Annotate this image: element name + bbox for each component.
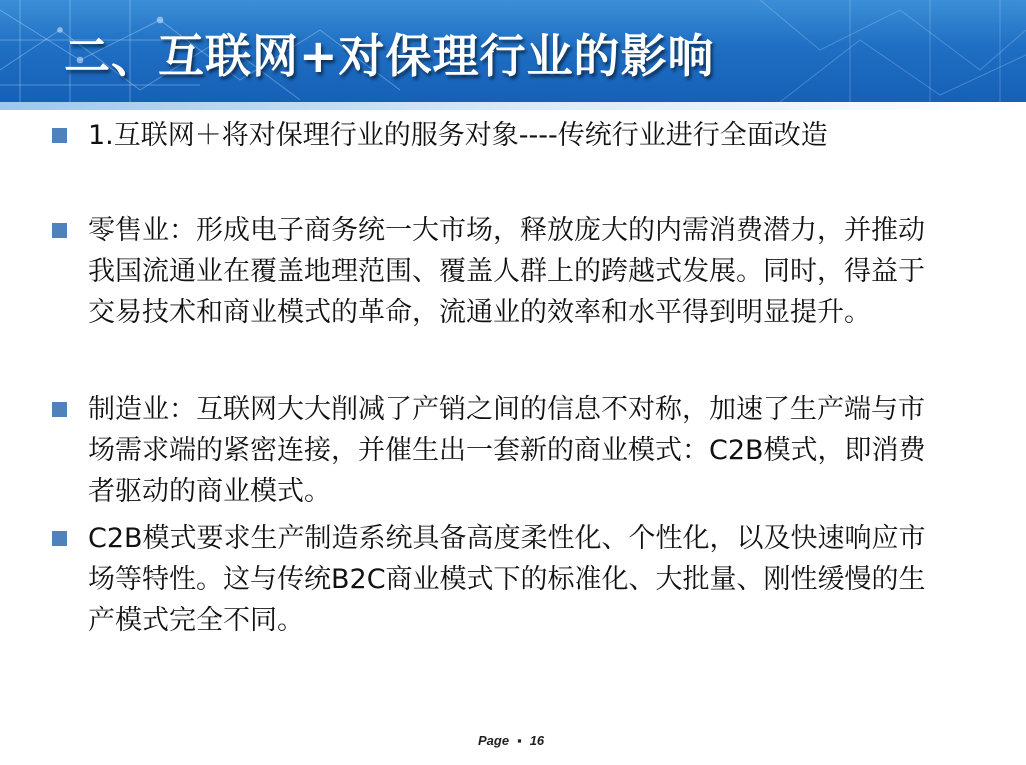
bullet-marker bbox=[52, 402, 67, 417]
bullet-text-1: 1.互联网＋将对保理行业的服务对象----传统行业进行全面改造 bbox=[88, 120, 828, 151]
page-label: Page bbox=[478, 733, 510, 748]
page-number: 16 bbox=[529, 733, 545, 748]
bullet-marker bbox=[52, 223, 67, 238]
bullet-marker bbox=[52, 128, 67, 143]
page-footer bbox=[478, 733, 544, 748]
bullet-text-2: 零售业：形成电子商务统一大市场，释放庞大的内需消费潜力，并推动 我国流通业在覆盖地理范围、覆盖人群上的跨越式发展。同时，得益于 交易技术和商业模式的革命，流通业的效率和水平得到明显提升。 bbox=[88, 215, 925, 328]
bullet-text-3: 制造业：互联网大大削减了产销之间的信息不对称，加速了生产端与市 场需求端的紧密连接，并催生出一套新的商业模式：C2B模式，即消费 者驱动的商业模式。 bbox=[88, 394, 926, 507]
page-title: 二、互联网+对保理行业的影响 bbox=[64, 29, 715, 83]
bullet-text-4: C2B模式要求生产制造系统具备高度柔性化、个性化，以及快速响应市 场等特性。这与传统B2C商业模式下的标准化、大批量、刚性缓慢的生 产模式完全不同。 bbox=[88, 523, 926, 636]
bullet-marker bbox=[52, 531, 67, 546]
page-separator: ▪ bbox=[517, 733, 522, 748]
